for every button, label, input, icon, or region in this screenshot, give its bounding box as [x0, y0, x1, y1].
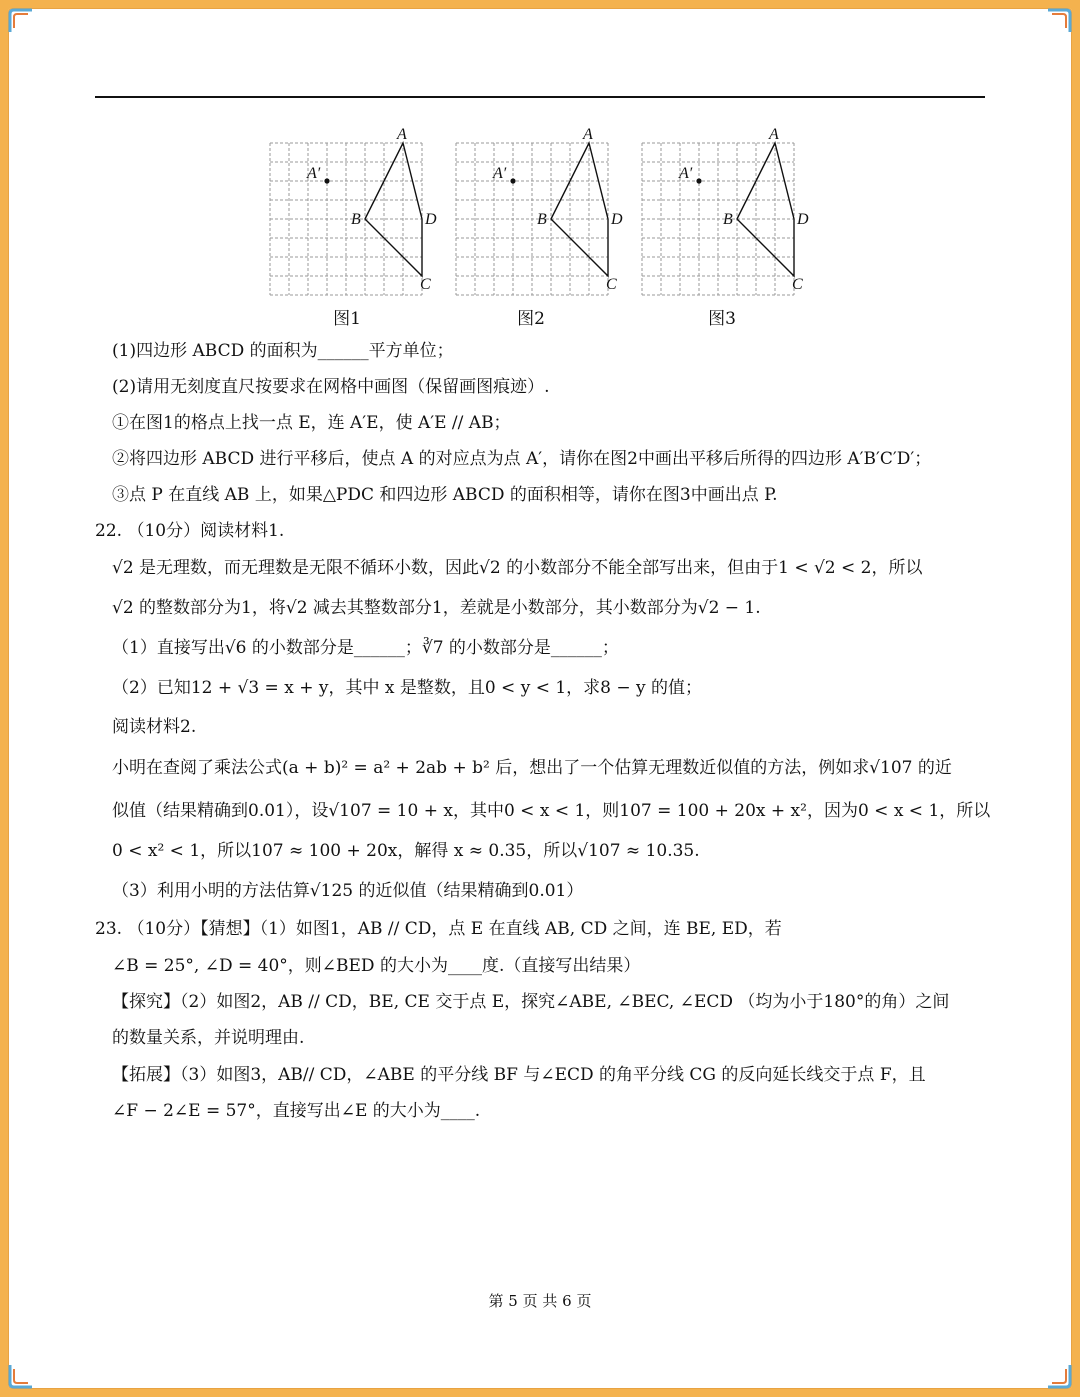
quadrilateral-abcd: [551, 143, 608, 276]
corner-ornament-icon: [8, 1363, 34, 1389]
vertex-label-d: D: [611, 211, 623, 228]
point-a-prime: [510, 178, 515, 183]
q22-part1: （1）直接写出√6 的小数部分是______；∛7 的小数部分是______；: [112, 638, 619, 658]
figure-caption-1: 图1: [333, 309, 361, 329]
q23-line5: 【拓展】（3）如图3，AB// CD，∠ABE 的平分线 BF 与∠ECD 的角平分线 CG 的反向延长线交于点 F，且: [112, 1065, 926, 1085]
page-number: 第 5 页 共 6 页: [488, 1292, 592, 1310]
vertex-label-d: D: [797, 211, 809, 228]
grid-figure-3: [632, 128, 832, 328]
vertex-label-a: A: [583, 128, 593, 143]
figure-caption-3: 图3: [708, 309, 736, 329]
q23-line4: 的数量关系，并说明理由.: [112, 1028, 305, 1048]
quadrilateral-abcd: [737, 143, 794, 276]
vertex-label-b: B: [723, 211, 733, 228]
q21-part2-3: ③点 P 在直线 AB 上，如果△PDC 和四边形 ABCD 的面积相等，请你在图3中画出点 P.: [112, 485, 778, 505]
corner-ornament-icon: [8, 8, 34, 34]
vertex-label-d: D: [425, 211, 437, 228]
vertex-label-ap: A′: [679, 165, 693, 182]
q22-heading: 22. （10分）阅读材料1.: [95, 521, 285, 541]
grid-figure-1: [260, 128, 460, 328]
q22-material2-heading: 阅读材料2.: [112, 717, 197, 737]
q22-material2-line3: 0 < x² < 1，所以107 ≈ 100 + 20x，解得 x ≈ 0.35，所以√107 ≈ 10.35.: [112, 841, 700, 861]
point-a-prime: [324, 178, 329, 183]
header-rule: [95, 96, 985, 98]
q22-material1-line1: √2 是无理数，而无理数是无限不循环小数，因此√2 的小数部分不能全部写出来，但由于1 < √2 < 2，所以: [112, 558, 923, 578]
point-a-prime: [696, 178, 701, 183]
q23-line1: 23. （10分）【猜想】（1）如图1，AB // CD，点 E 在直线 AB, CD 之间，连 BE, ED，若: [95, 919, 782, 939]
quadrilateral-abcd: [365, 143, 422, 276]
vertex-label-a: A: [769, 128, 779, 143]
grid-figure-2: [446, 128, 646, 328]
q22-material1-line2: √2 的整数部分为1，将√2 减去其整数部分1，差就是小数部分，其小数部分为√2 − 1.: [112, 598, 761, 618]
q23-line3: 【探究】（2）如图2，AB // CD，BE, CE 交于点 E，探究∠ABE, ∠BEC, ∠ECD （均为小于180°的角）之间: [112, 992, 950, 1012]
vertex-label-b: B: [537, 211, 547, 228]
vertex-label-ap: A′: [307, 165, 321, 182]
q21-part2-2: ②将四边形 ABCD 进行平移后，使点 A 的对应点为点 A′，请你在图2中画出平移后所得的四边形 A′B′C′D′；: [112, 449, 932, 469]
q22-material2-line2: 似值（结果精确到0.01），设√107 = 10 + x，其中0 < x < 1，则107 = 100 + 20x + x²，因为0 < x < 1，所以: [112, 801, 991, 821]
q22-part2: （2）已知12 + √3 = x + y，其中 x 是整数，且0 < y < 1，求8 − y 的值；: [112, 678, 703, 698]
vertex-label-c: C: [606, 276, 617, 293]
figure-caption-2: 图2: [517, 309, 545, 329]
vertex-label-b: B: [351, 211, 361, 228]
q23-line6: ∠F − 2∠E = 57°，直接写出∠E 的大小为____.: [112, 1101, 481, 1121]
corner-ornament-icon: [1046, 8, 1072, 34]
q22-part3: （3）利用小明的方法估算√125 的近似值（结果精确到0.01）: [112, 881, 584, 901]
corner-ornament-icon: [1046, 1363, 1072, 1389]
q22-material2-line1: 小明在查阅了乘法公式(a + b)² = a² + 2ab + b² 后，想出了一个估算无理数近似值的方法，例如求√107 的近: [112, 758, 952, 778]
vertex-label-a: A: [397, 128, 407, 143]
q21-part2-1: ①在图1的格点上找一点 E，连 A′E，使 A′E // AB；: [112, 413, 511, 433]
vertex-label-ap: A′: [493, 165, 507, 182]
q23-line2: ∠B = 25°, ∠D = 40°，则∠BED 的大小为____度.（直接写出结果）: [112, 956, 641, 976]
q21-part2: (2)请用无刻度直尺按要求在网格中画图（保留画图痕迹）.: [112, 377, 550, 397]
vertex-label-c: C: [420, 276, 431, 293]
q21-part1: (1)四边形 ABCD 的面积为______平方单位；: [112, 341, 454, 361]
vertex-label-c: C: [792, 276, 803, 293]
